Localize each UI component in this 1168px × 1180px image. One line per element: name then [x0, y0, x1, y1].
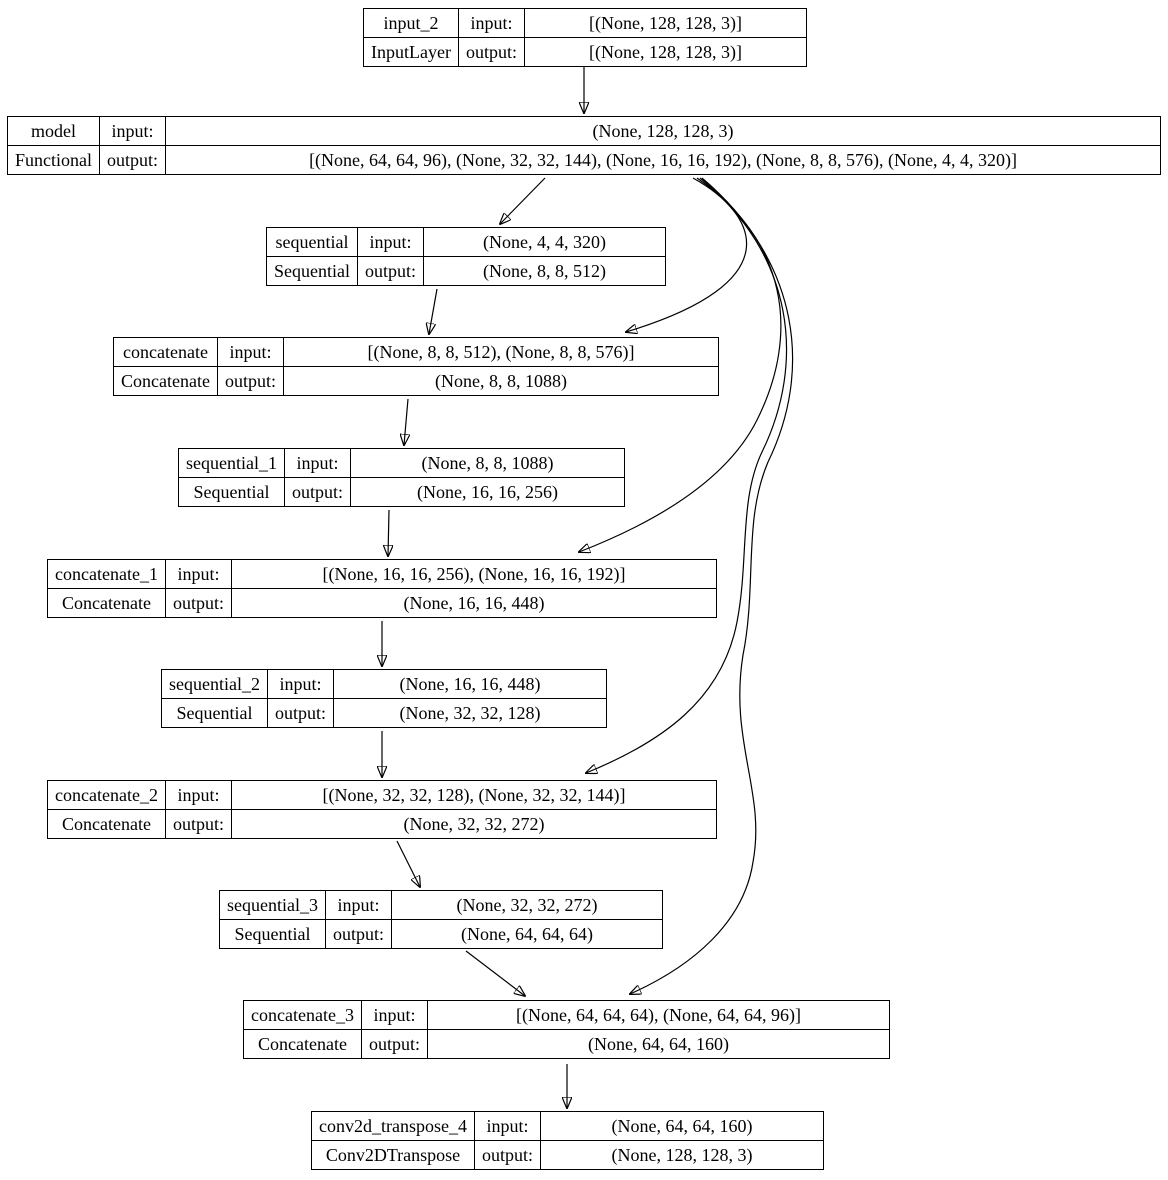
node-table	[311, 1111, 824, 1170]
input-label: input:	[165, 781, 231, 810]
layer-name: input_2	[364, 9, 459, 38]
layer-type: InputLayer	[364, 38, 459, 67]
edge-sequential_3-to-concatenate_3	[466, 951, 525, 996]
layer-type: Concatenate	[48, 589, 166, 618]
output-shape: (None, 128, 128, 3)	[541, 1141, 824, 1170]
node-table	[178, 448, 625, 507]
node-table	[7, 116, 1161, 175]
output-label: output:	[217, 367, 283, 396]
input-shape: [(None, 8, 8, 512), (None, 8, 8, 576)]	[283, 338, 718, 367]
input-shape: (None, 16, 16, 448)	[334, 670, 607, 699]
output-label: output:	[458, 38, 524, 67]
edge-sequential_1-to-concatenate_1	[388, 510, 389, 556]
node-input_2	[363, 8, 807, 67]
output-shape: (None, 8, 8, 1088)	[283, 367, 718, 396]
node-sequential_2	[161, 669, 607, 728]
layer-type: Conv2DTranspose	[312, 1141, 475, 1170]
output-shape: (None, 64, 64, 64)	[392, 920, 663, 949]
layer-type: Sequential	[267, 257, 358, 286]
input-shape: (None, 8, 8, 1088)	[351, 449, 625, 478]
input-shape: (None, 32, 32, 272)	[392, 891, 663, 920]
node-model	[7, 116, 1161, 175]
layer-name: sequential_3	[220, 891, 326, 920]
output-shape: (None, 32, 32, 272)	[231, 810, 716, 839]
input-label: input:	[100, 117, 166, 146]
layer-name: concatenate	[114, 338, 218, 367]
input-label: input:	[284, 449, 350, 478]
output-shape: [(None, 128, 128, 3)]	[524, 38, 806, 67]
layer-name: sequential_2	[162, 670, 268, 699]
input-label: input:	[267, 670, 333, 699]
input-shape: [(None, 128, 128, 3)]	[524, 9, 806, 38]
input-shape: [(None, 32, 32, 128), (None, 32, 32, 144)]	[231, 781, 716, 810]
node-table	[47, 780, 717, 839]
layer-type: Concatenate	[48, 810, 166, 839]
node-sequential_3	[219, 890, 663, 949]
node-concatenate_3	[243, 1000, 890, 1059]
output-label: output:	[165, 810, 231, 839]
input-shape: [(None, 64, 64, 64), (None, 64, 64, 96)]	[427, 1001, 889, 1030]
output-shape: [(None, 64, 64, 96), (None, 32, 32, 144), (None, 16, 16, 192), (None, 8, 8, 576), (None, 4, 4, 320)]	[166, 146, 1161, 175]
node-concatenate	[113, 337, 719, 396]
output-shape: (None, 32, 32, 128)	[334, 699, 607, 728]
edge-sequential-to-concatenate	[429, 289, 437, 334]
output-shape: (None, 8, 8, 512)	[424, 257, 666, 286]
node-sequential	[266, 227, 666, 286]
node-table	[219, 890, 663, 949]
input-shape: (None, 64, 64, 160)	[541, 1112, 824, 1141]
input-shape: (None, 128, 128, 3)	[166, 117, 1161, 146]
output-label: output:	[325, 920, 391, 949]
input-label: input:	[361, 1001, 427, 1030]
layer-type: Concatenate	[244, 1030, 362, 1059]
input-label: input:	[325, 891, 391, 920]
input-label: input:	[458, 9, 524, 38]
node-table	[161, 669, 607, 728]
layer-name: model	[8, 117, 100, 146]
node-sequential_1	[178, 448, 625, 507]
input-label: input:	[165, 560, 231, 589]
output-label: output:	[100, 146, 166, 175]
layer-name: concatenate_1	[48, 560, 166, 589]
output-label: output:	[284, 478, 350, 507]
input-shape: [(None, 16, 16, 256), (None, 16, 16, 192)]	[231, 560, 716, 589]
output-shape: (None, 16, 16, 256)	[351, 478, 625, 507]
input-shape: (None, 4, 4, 320)	[424, 228, 666, 257]
output-label: output:	[361, 1030, 427, 1059]
layer-type: Sequential	[220, 920, 326, 949]
layer-type: Sequential	[162, 699, 268, 728]
layer-name: sequential	[267, 228, 358, 257]
output-label: output:	[357, 257, 423, 286]
node-table	[363, 8, 807, 67]
output-label: output:	[165, 589, 231, 618]
layer-type: Functional	[8, 146, 100, 175]
input-label: input:	[217, 338, 283, 367]
layer-name: sequential_1	[179, 449, 285, 478]
node-table	[266, 227, 666, 286]
node-table	[47, 559, 717, 618]
edge-concatenate-to-sequential_1	[404, 399, 408, 445]
output-shape: (None, 64, 64, 160)	[427, 1030, 889, 1059]
output-shape: (None, 16, 16, 448)	[231, 589, 716, 618]
layer-name: conv2d_transpose_4	[312, 1112, 475, 1141]
layer-name: concatenate_3	[244, 1001, 362, 1030]
layer-name: concatenate_2	[48, 781, 166, 810]
edge-model-to-sequential	[500, 178, 545, 224]
node-conv2d_transpose_4	[311, 1111, 824, 1170]
output-label: output:	[474, 1141, 540, 1170]
output-label: output:	[267, 699, 333, 728]
node-table	[243, 1000, 890, 1059]
layer-type: Concatenate	[114, 367, 218, 396]
layer-type: Sequential	[179, 478, 285, 507]
input-label: input:	[357, 228, 423, 257]
node-concatenate_1	[47, 559, 717, 618]
input-label: input:	[474, 1112, 540, 1141]
node-concatenate_2	[47, 780, 717, 839]
edge-concatenate_2-to-sequential_3	[397, 841, 420, 887]
node-table	[113, 337, 719, 396]
